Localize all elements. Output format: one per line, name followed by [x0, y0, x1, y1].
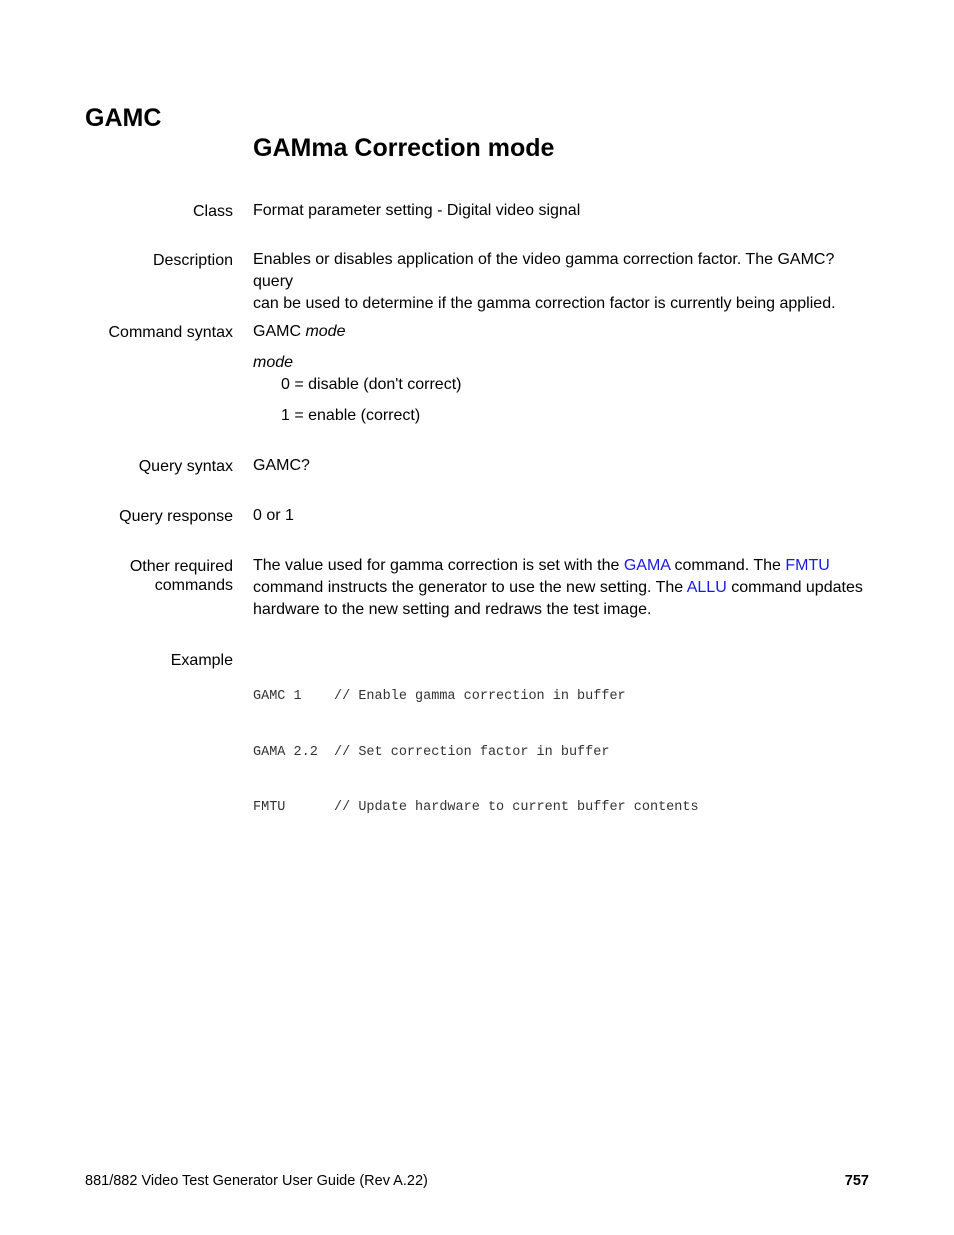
other-required-text-1: The value used for gamma correction is set with the [253, 557, 624, 574]
query-syntax-value: GAMC? [253, 457, 310, 474]
command-syntax-command: GAMC [253, 323, 301, 340]
gama-link[interactable]: GAMA [623, 557, 671, 574]
description-line-1: Enables or disables application of the video gamma correction factor. The GAMC? query [253, 251, 835, 290]
other-required-text-2: command. The [670, 557, 786, 574]
fmtu-link[interactable]: FMTU [785, 557, 830, 574]
other-required-label-line-2: commands [154, 577, 233, 594]
query-syntax-label: Query syntax [138, 458, 233, 475]
command-syntax-param: mode [305, 323, 346, 340]
class-label: Class [192, 203, 233, 220]
other-required-line-3: hardware to the new setting and redraws the test image. [253, 601, 652, 618]
footer-guide-title: 881/882 Video Test Generator User Guide (Rev A.22) [85, 1173, 428, 1189]
description-text [253, 249, 873, 315]
other-required-text-4: command updates [726, 579, 863, 596]
param-option-1: 1 = enable (correct) [281, 407, 421, 424]
other-required-label-line-1: Other required [129, 558, 233, 575]
description-line-2: can be used to determine if the gamma correction factor is currently being applied. [253, 295, 836, 312]
footer-page-number: 757 [844, 1173, 869, 1189]
other-required-text [253, 555, 873, 621]
example-line-3: FMTU // Update hardware to current buffer contents [253, 800, 699, 815]
other-required-label [130, 557, 233, 595]
description-label: Description [152, 252, 233, 269]
command-syntax-value [253, 321, 873, 343]
other-required-line-2 [253, 577, 873, 599]
param-option-0: 0 = disable (don't correct) [281, 376, 462, 393]
example-line-1: GAMC 1 // Enable gamma correction in buffer [253, 689, 626, 704]
command-name: GAMC [85, 104, 162, 132]
example-line-2: GAMA 2.2 // Set correction factor in buffer [253, 744, 610, 760]
class-value: Format parameter setting - Digital video signal [253, 202, 581, 219]
allu-link[interactable]: ALLU [686, 579, 727, 596]
query-response-value: 0 or 1 [253, 507, 294, 524]
other-required-text-3: command instructs the generator to use the new setting. The [253, 579, 687, 596]
param-heading [253, 352, 873, 374]
other-required-line-1 [253, 555, 873, 577]
query-response-label: Query response [119, 508, 233, 525]
example-code [253, 651, 699, 836]
command-syntax-label: Command syntax [108, 324, 233, 341]
example-label: Example [170, 652, 233, 669]
param-heading-text: mode [253, 354, 294, 371]
page-title: GAMma Correction mode [253, 134, 555, 162]
